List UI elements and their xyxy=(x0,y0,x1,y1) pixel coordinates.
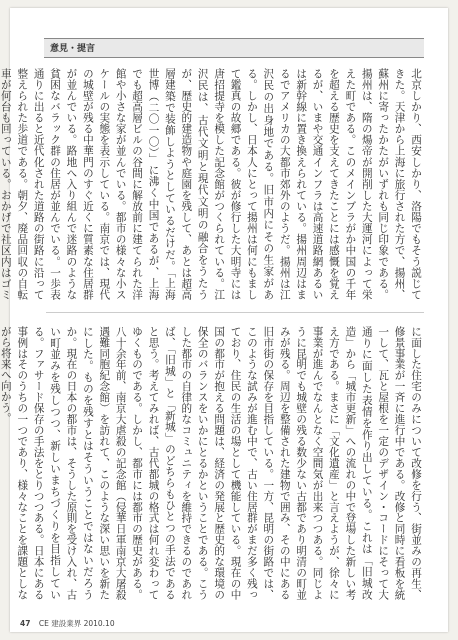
body-text-lower: に面した住宅のみについて改修を行う、街並みの再生、修景事業が一斉に進行中である。改修と同時に看板を統一して、瓦と屋根を一定のデザイン・コードにそって大通りに面した表情を作り出している。これは「旧城改造」から「城市更新」への流れの中で登場した新しい考え方である。まさに「文化遺産」と言えようが、徐々に事業が進んでなんとなく空間気が出来つつある。同じように昆明でも城壁の残る数少ない古都であり明清の町並みが残る。周辺を整備された建物で囲み、その中にある旧市街の保存を目指している。一方、昆明の街路では、このような試みが進む中で、古い住居群がまだ多く残っており、住民の生活の場として機能している。現在の中国の都市が抱える問題は、経済の発展と歴史的な環境の保全のバランスをいかにとるかということである。こうした都市の自律的なコミュニティを維持できるのであれば、「旧城」と「新城」のどちらもひとつの手法であると思う。考えてみれば、古代都城の格式は何れ変わってゆくものである。しかし、都市には都市の歴史がある。八十余年前、南京大虐殺の記念館（侵華日軍南京大屠殺遇難同胞紀念館）を訪れて、このような深い思いを新たにした。ものを残すとはそういうことではないだろうか。現在の日本の都市は、そうした原則を受け入れ、古い町並みを残しつつ、新しいまちづくりを目指している。ファサード保存の手法をとりつつある。日本にある事例はそのうちの一つであり、様々なことを課題としながら将来へ向かう。 xyxy=(0,326,422,600)
document-page xyxy=(0,8,448,632)
page-number: 47 xyxy=(20,619,31,628)
page-footer xyxy=(20,618,115,629)
body-text-upper: 北京しかり、西安しかり、洛陽でもそう説じてきた。天津から上海に旅行された方で、揚州、蘇州に寄ったかたがいずれも同じ印象である。揚州は、隋の煬帝が開削した大運河によって栄えた町である。このメインブラがか中国の千年を超える歴史を支えてきたことには感慨を覚えるが、いまや交通インフラは高速道路網あるいは新幹線に置き換えられている。揚州周辺はまるでアメリカの大都市郊外のようだ。揚州は江沢民の出身地である。旧市内にその生家がある。しかし、日本人にとって揚州は何にもまして鑑真の故郷である。彼が修行した大明寺には唐招提寺を模した記念館がつくられている。江沢民は、古代文明と現代文明の融合をうたうが、歴史的建造物や庭園を残して、あとは超高層建築で装飾しようとしているだけだ。「上海世博（二〇一〇）」に沸く中国であるが、上海でも超高層ビルの谷間に解放前に建てられた洋館や小さな家が並んでいる。都市の様々な小スケールの実態を表示している。南京では、現代の城壁が残る中華門のすぐ近くに質素な住居群が並んでいる。路地へ入り組んで迷路のような貧困なバラック群の住居が並んでいる。一歩表通りに出ると近代化された道路の街路に沿って整えられた歩道である。朝夕、廃品回収の自転車が何台も回っている。おかげで社区内はゴミ xyxy=(0,68,422,300)
section-header-bar xyxy=(44,38,424,58)
column-divider xyxy=(46,312,424,313)
journal-name: CE 建設業界 2010.10 xyxy=(38,619,115,628)
section-title: 意見・提言 xyxy=(50,44,96,54)
